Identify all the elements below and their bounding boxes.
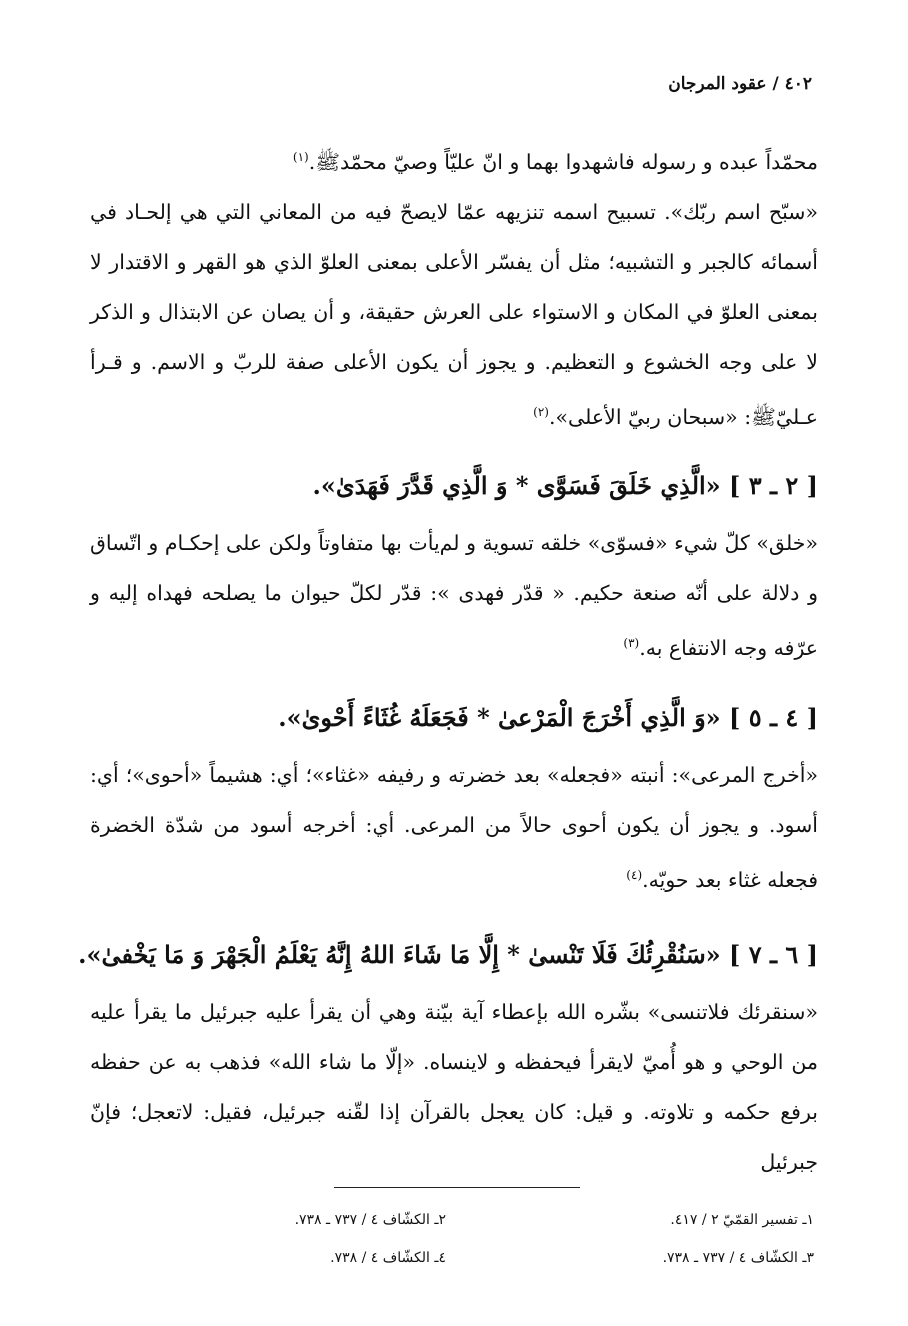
footnote-2: ٢ـ الكشّاف ٤ / ٧٣٧ ـ ٧٣٨. [294,1212,446,1228]
verse-heading-2-3: [ ٢ ـ ٣ ] «الَّذِي خَلَقَ فَسَوَّى * وَ الَّذِي قَدَّرَ فَهَدَىٰ». [312,470,818,500]
footnote-1: ١ـ تفسير القمّيّ ٢ / ٤١٧. [670,1212,814,1228]
footnote-ref: (٢) [533,404,549,419]
header-separator: / [772,74,779,94]
running-header [668,74,812,94]
paragraph-3 [90,518,818,673]
page-body [78,132,818,1187]
paragraph-text: «أخرج المرعى»: أنبته «فجعله» بعد خضرته و رفيفه «غثاء»؛ أي: هشيماً «أحوى»؛ أي: أسود. و يجوز أن يكون أحوى حالاً من المرعى. أي: أخرجه أسود من شدّة الخضرة فجعله غثاء بعد حويّه. [90,763,818,893]
paragraph-1 [90,132,818,187]
paragraph-text: «سنقرئك فلاتنسى» بشّره الله بإعطاء آية بيّنة وهي أن يقرأ عليه جبرئيل ما يقرأ عليه من الوحي و هو أُميّ لايقرأ فيحفظه و لاينساه. «إلّا ما شاء الله» فذهب به عن حفظه برفع حكمه و تلاوته. و قيل: كان يعجل بالقرآن إذا لقّنه جبرئيل، فقيل: لاتعجل؛ فإنّ جبرئيل [90,1000,818,1175]
footnote-ref: (٣) [623,635,640,650]
page-number: ٤٠٢ [784,74,812,94]
footnote-4: ٤ـ الكشّاف ٤ / ٧٣٨. [330,1250,446,1266]
paragraph-text: «سبّح اسم ربّك». تسبيح اسمه تنزيهه عمّا لايصحّ فيه من المعاني التي هي إلحـاد في أسمائه كالجبر و التشبيه؛ مثل أن يفسّر الأعلى بمعنى العلوّ الذي هو القهر و الاقتدار لا بمعنى العلوّ في المكان و الاستواء على العرش حقيقة، و أن يصان عن الابتذال و الذكر لا على وجه الخشوع و التعظيم. و يجوز أن يكون الأعلى صفة للربّ و الاسم. و قـرأ عـليّﷺ: «سبحان ربيّ الأعلى». [90,199,818,429]
footnote-divider [334,1187,580,1188]
verse-heading-6-7: [ ٦ ـ ٧ ] «سَنُقْرِئُكَ فَلَا تَنْسىٰ * إِلَّا مَا شَاءَ اللهُ إِنَّهُ يَعْلَمُ الْجَهْرَ وَ مَا يَخْفىٰ». [78,940,818,970]
footnote-ref: (١) [292,150,309,164]
paragraph-text: محمّداً عبده و رسوله فاشهدوا بهما و انّ عليّاً وصيّ محمّدﷺ. [308,149,818,174]
paragraph-text: «خلق» كلّ شيء «فسوّى» خلقه تسوية و لم‌يأت بها متفاوتاً ولكن على إحكـام و اتّساق و دلالة على أنّه صنعة حكيم. « قدّر فهدى »: قدّر لكلّ حيوان ما يصلحه فهداه إليه و عرّفه وجه الانتفاع به. [90,530,818,660]
paragraph-5 [90,987,818,1187]
footnote-ref: (٤) [626,868,643,883]
verse-heading-4-5: [ ٤ ـ ٥ ] «وَ الَّذِي أَخْرَجَ الْمَرْعىٰ * فَجَعَلَهُ غُثَاءً أَحْوىٰ». [278,703,818,733]
paragraph-4 [90,750,818,905]
paragraph-2 [90,187,818,442]
book-title: عقود المرجان [668,74,767,94]
footnote-3: ٣ـ الكشّاف ٤ / ٧٣٧ ـ ٧٣٨. [662,1250,814,1266]
